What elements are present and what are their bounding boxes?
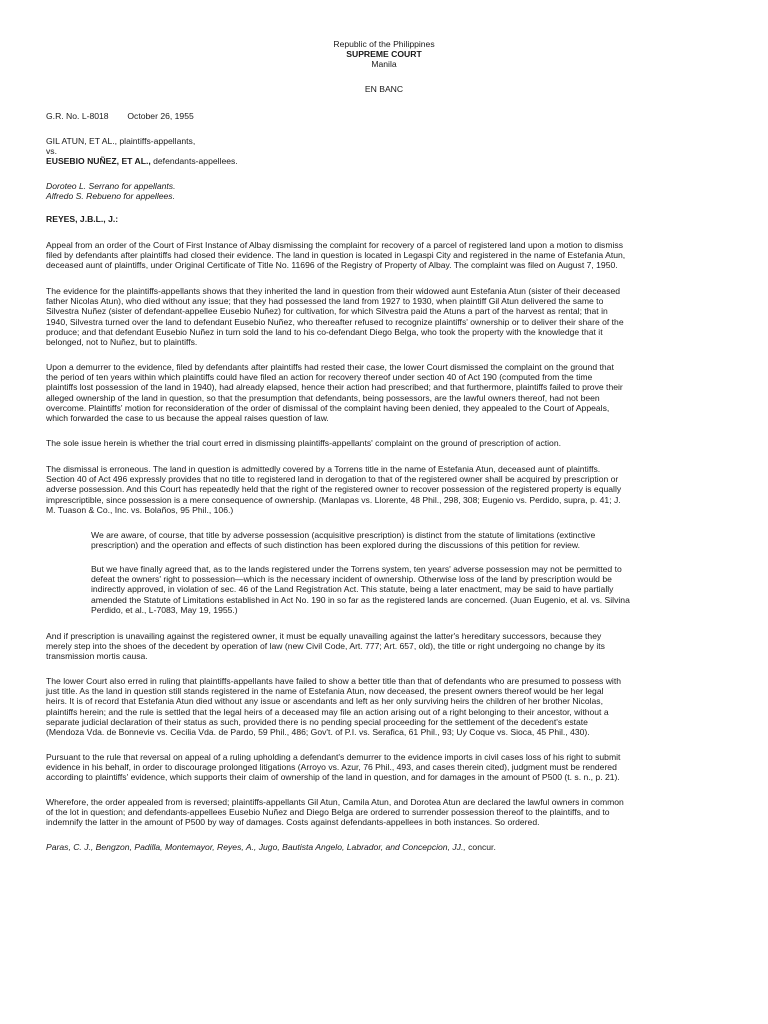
paragraph <box>46 362 722 423</box>
text-line: (Mendoza Vda. de Bonnevie vs. Cecilia Vda. de Pardo, 59 Phil., 486; Gov't. of P.I. vs. Serafica, 61 Phil., 93; Uy Coque vs. Sioca, 45 Phil., 430). <box>46 727 590 738</box>
text-line: But we have finally agreed that, as to the lands registered under the Torrens system, ten years' adverse possession may not be permitted to <box>91 564 622 574</box>
text-line: overcome. Plaintiffs' motion for reconsideration of the order of dismissal of the complaint having been denied, they appealed to the Court of Appeals, <box>46 402 610 413</box>
concurrence <box>46 842 722 852</box>
decision-date: October 26, 1955 <box>127 111 194 121</box>
text-line: 1940, Silvestra turned over the land to defendant Eusebio Nuñez, who thereafter refused to recognize plaintiffs' ownership or to deliver their share of the <box>46 316 624 327</box>
block-quote <box>91 564 722 615</box>
text-line: The evidence for the plaintiffs-appellants shows that they inherited the land in question from their widowed aunt Estefania Atun (sister of their deceased <box>46 286 621 296</box>
text-line: produce; and that defendant Eusebio Nuñez in turn sold the land to his co-defendant Diego Belga, who took the property with the knowledge that it <box>46 326 603 337</box>
court-name: SUPREME COURT <box>346 49 422 60</box>
versus: vs. <box>46 146 57 157</box>
defendants-role: defendants-appellees. <box>150 156 238 167</box>
text-line: separate judicial declaration of their status as such, provided there is no pending special proceeding for the settlement of the decedent's estate <box>46 716 588 727</box>
paragraph <box>46 631 722 662</box>
text-line: The sole issue herein is whether the trial court erred in dismissing plaintiffs-appellants' complaint on the ground of prescription of action. <box>46 438 561 448</box>
plaintiffs-name: GIL ATUN, ET AL., <box>46 136 118 146</box>
text-line: plaintiffs lost possession of the land in 1940), had already elapsed, hence their action had prescribed; and that furthermore, plaintiffs failed to prove their <box>46 382 623 393</box>
text-line: deceased aunt of plaintiffs, under Original Certificate of Title No. 11696 of the Registry of Property of Albay. The complaint was filed on August 7, 1950. <box>46 260 618 271</box>
text-line: indemnify the latter in the amount of P500 by way of damages. Costs against defendants-appellees in both instances. So ordered. <box>46 817 540 828</box>
counsel-appellants: Doroteo L. Serrano for appellants. <box>46 181 176 191</box>
counsel-block <box>46 181 722 201</box>
text-line: which forwarded the case to us because the appeal raises question of law. <box>46 413 329 424</box>
text-line: heirs. It is of record that Estefania Atun died without any issue or ascendants and left as her only surviving heirs the children of her brother Nicolas, <box>46 696 603 707</box>
text-line: of the lot in question; and defendants-appellees Eusebio Nuñez and Diego Belga are ordered to surrender possession thereof to the plaintiffs, and to <box>46 807 610 818</box>
text-line: adverse possession. And this Court has repeatedly held that the right of the registered owner to recover possession of the registered property is equally <box>46 484 622 495</box>
text-line: defeat the owners' right to possession—which is the necessary incident of ownership. Otherwise loss of the land by prescription would be <box>91 574 612 585</box>
paragraph <box>46 286 722 347</box>
text-line: Perdido, et al., L-7083, May 19, 1955.) <box>91 604 238 615</box>
case-parties <box>46 136 722 167</box>
text-line: merely step into the shoes of the decedent by operation of law (new Civil Code, Art. 777; Art. 657, old), the title or right undergoing no change by its <box>46 641 605 652</box>
court-city: Manila <box>371 59 397 70</box>
text-line: according to plaintiffs' evidence, which supports their claim of ownership of the land in question, and for damages in the amount of P500 (t. s. n., p. 21). <box>46 772 620 783</box>
gr-number: G.R. No. L-8018 <box>46 111 109 121</box>
text-line: Wherefore, the order appealed from is reversed; plaintiffs-appellants Gil Atun, Camila Atun, and Dorotea Atun are declared the lawful owners in common <box>46 797 624 807</box>
paragraph <box>46 464 722 515</box>
text-line: Pursuant to the rule that reversal on appeal of a ruling upholding a defendant's demurrer to the evidence imports in civil cases loss of his right to submit <box>46 752 621 762</box>
paragraph <box>46 676 722 737</box>
party-defendants <box>46 156 722 166</box>
paragraph <box>46 797 722 828</box>
text-line: father Nicolas Atun), who died without any issue; that they had possessed the land from 1927 to 1930, when plaintiff Gil Atun delivered the same to <box>46 296 604 307</box>
text-line: We are aware, of course, that title by adverse possession (acquisitive prescription) is distinct from the statute of limitations (extinctive <box>91 530 596 540</box>
text-line: Upon a demurrer to the evidence, filed by defendants after plaintiffs had rested their case, the lower Court dismissed the complaint on the ground that <box>46 362 614 372</box>
text-line: amended the Statute of Limitations established in Act No. 190 in so far as the registered lands are concerned. (Juan Eugenio, et al. vs. Silvina <box>91 594 630 605</box>
text-line: And if prescription is unavailing against the registered owner, it must be equally unavailing against the latter's hereditary successors, because they <box>46 631 602 641</box>
text-line: The lower Court also erred in ruling that plaintiffs-appellants have failed to show a better title than that of defendants who are presumed to possess with <box>46 676 621 686</box>
text-line: the period of ten years within which plaintiffs could have filed an action for recovery thereof under section 40 of Act 190 (computed from the time <box>46 372 593 383</box>
text-line: evidence in his behalf, in order to discourage prolonged litigations (Arroyo vs. Azur, 76 Phil., 493, and cases therein cited), judgment must be rendered <box>46 762 617 773</box>
text-line: imprescriptible, since possession is a mere consequence of ownership. (Manlapas vs. Llorente, 48 Phil., 298, 308; Eugenio vs. Perdido, supra, p. 41; J. <box>46 494 621 505</box>
block-quote <box>91 530 722 550</box>
text-line: indirectly approved, in violation of sec. 46 of the Land Registration Act. This statute, being a later enactment, may be said to have partially <box>91 584 614 595</box>
case-number-line <box>46 111 722 121</box>
text-line: The dismissal is erroneous. The land in question is admittedly covered by a Torrens title in the name of Estefania Atun, deceased aunt of plaintiffs. <box>46 464 601 474</box>
paragraph <box>46 240 722 271</box>
republic-line: Republic of the Philippines <box>333 39 435 49</box>
concur-word: concur. <box>465 842 496 852</box>
text-line: filed by defendants after plaintiffs had closed their evidence. The land in question is located in Legaspi City and registered in the name of Estefania Atun, <box>46 250 626 261</box>
ponente: REYES, J.B.L., J.: <box>46 214 119 224</box>
division-label: EN BANC <box>364 84 404 94</box>
counsel-appellees: Alfredo S. Rebueno for appellees. <box>46 191 175 202</box>
text-line: prescription) and the operation and effects of such distinction has been explored during the discussions of this petition for review. <box>91 540 581 551</box>
paragraph <box>46 752 722 783</box>
text-line: Section 40 of Act 496 expressly provides that no title to registered land in derogation to that of the registered owner shall be acquired by prescription or <box>46 474 619 485</box>
party-plaintiffs <box>46 136 722 146</box>
paragraph <box>46 438 722 448</box>
court-header <box>0 39 768 70</box>
concurring-justices: Paras, C. J., Bengzon, Padilla, Montemayor, Reyes, A., Jugo, Bautista Angelo, Labrador, and Concepcion, JJ., <box>46 842 466 852</box>
text-line: alleged ownership of the land in question, so that the presumption that defendants, being possessors, are the lawful owners thereof, had not been <box>46 392 600 403</box>
text-line: Silvestra Nuñez (sister of defendant-appellee Eusebio Nuñez) for cultivation, for which Silvestra paid the Atuns a part of the harvest as rental; that in <box>46 306 608 317</box>
text-line: belonged, not to Nuñez, but to plaintiffs. <box>46 337 198 348</box>
defendants-name: EUSEBIO NUÑEZ, ET AL., <box>46 156 151 167</box>
text-line: transmission mortis causa. <box>46 651 148 662</box>
text-line: M. Tuason & Co., Inc. vs. Bolaños, 95 Phil., 106.) <box>46 504 234 515</box>
text-line: just title. As the land in question still stands registered in the name of Estefania Atun, now deceased, the present owners thereof would be her legal <box>46 686 604 697</box>
plaintiffs-role: plaintiffs-appellants, <box>117 136 196 146</box>
text-line: Appeal from an order of the Court of First Instance of Albay dismissing the complaint for recovery of a parcel of registered land upon a motion to dismiss <box>46 240 624 250</box>
text-line: plaintiffs herein; and the rule is settled that the legal heirs of a deceased may file an action arising out of a right belonging to their ancestor, without a <box>46 706 609 717</box>
